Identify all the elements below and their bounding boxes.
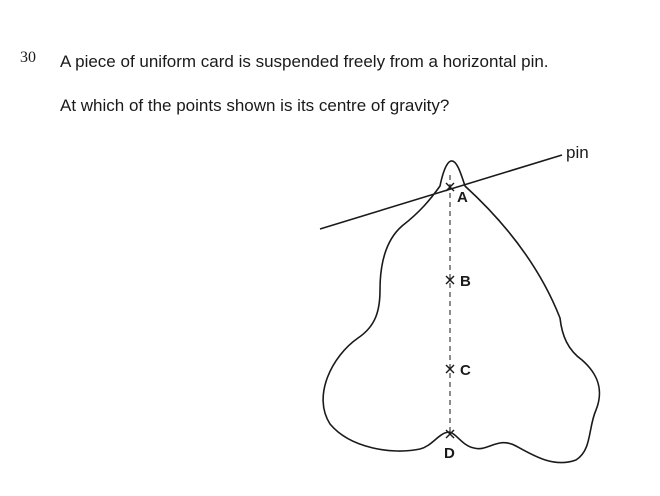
point-a-label: A <box>457 189 468 206</box>
question-number: 30 <box>20 49 36 66</box>
pin-rod <box>320 155 562 229</box>
question-text-line-1: A piece of uniform card is suspended freely from a horizontal pin. <box>60 52 549 71</box>
card-outline <box>323 161 599 463</box>
pin-label: pin <box>566 143 589 162</box>
question-text-line-2: At which of the points shown is its centre of gravity? <box>60 96 450 115</box>
point-b-label: B <box>460 273 471 290</box>
point-c-label: C <box>460 362 471 379</box>
point-d-label: D <box>444 445 455 462</box>
